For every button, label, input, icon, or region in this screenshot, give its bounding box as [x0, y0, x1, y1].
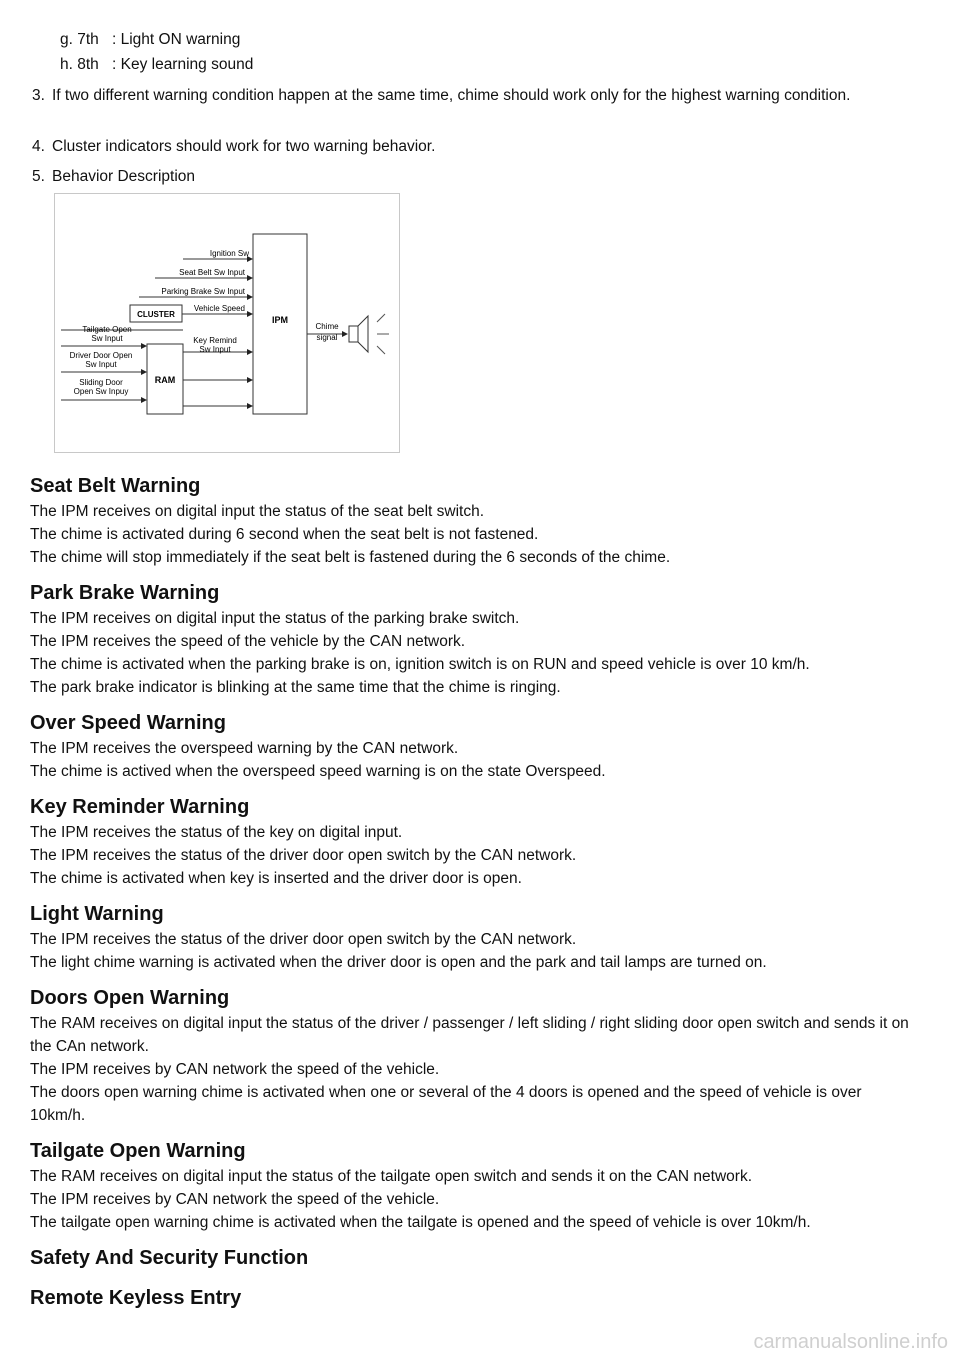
section-heading: Light Warning: [30, 903, 164, 925]
chime-system-diagram: [54, 193, 400, 453]
seatbelt-input-label: Seat Belt Sw Input: [179, 268, 245, 277]
section-over-speed-warning: [30, 707, 920, 783]
paragraph-line: The park brake indicator is blinking at the same time that the chime is ringing.: [30, 679, 561, 696]
list-item: [60, 54, 253, 76]
list-item: [60, 29, 240, 51]
vehicle-speed-label: Vehicle Speed: [193, 304, 245, 313]
paragraph-line: The IPM receives by CAN network the speed of the vehicle.: [30, 1061, 440, 1078]
section-remote-keyless-entry: [30, 1282, 920, 1312]
list-item-text: : Light ON warning: [112, 31, 241, 48]
key-remind-label: Key Remind: [193, 336, 237, 345]
section-light-warning: [30, 898, 920, 974]
list-item-text: If two different warning condition happen at the same time, chime should work only for the highest warning condition.: [52, 87, 851, 104]
chime-signal-label: Chime: [315, 322, 339, 331]
section-tailgate-open-warning: [30, 1135, 920, 1234]
diagram-svg: [55, 194, 399, 452]
list-item-text: : Key learning sound: [112, 56, 254, 73]
sections-container: [30, 470, 920, 1320]
parking-brake-input-label: Parking Brake Sw Input: [161, 287, 245, 296]
ram-label: RAM: [154, 375, 176, 385]
paragraph-line: The IPM receives by CAN network the speed of the vehicle.: [30, 1191, 440, 1208]
paragraph-line: The IPM receives the overspeed warning by the CAN network.: [30, 740, 459, 757]
list-item-text: Cluster indicators should work for two warning behavior.: [52, 138, 436, 155]
section-heading: Over Speed Warning: [30, 712, 226, 734]
driver-door-input-label: Driver Door Open: [69, 351, 133, 360]
chime-signal-label-2: signal: [316, 333, 338, 342]
section-key-reminder-warning: [30, 791, 920, 890]
paragraph-line: The chime will stop immediately if the seat belt is fastened during the 6 seconds of the chime.: [30, 549, 671, 566]
sliding-door-input-label: Sliding Door: [79, 378, 123, 387]
paragraph-line: The RAM receives on digital input the status of the driver / passenger / left sliding / right sliding door open switch and sends it on the CAn network.: [30, 1015, 909, 1055]
paragraph-line: The IPM receives the status of the driver door open switch by the CAN network.: [30, 847, 577, 864]
list-item-text: Behavior Description: [52, 168, 196, 185]
ignition-sw-label: Ignition Sw: [209, 249, 249, 258]
section-heading: Safety And Security Function: [30, 1247, 309, 1269]
section-heading: Key Reminder Warning: [30, 796, 250, 818]
paragraph-line: The chime is activated when key is inserted and the driver door is open.: [30, 870, 522, 887]
paragraph-line: The doors open warning chime is activated when one or several of the 4 doors is opened and the speed of vehicle is over 10km/h.: [30, 1084, 862, 1124]
paragraph-line: The RAM receives on digital input the status of the tailgate open switch and sends it on the CAN network.: [30, 1168, 753, 1185]
paragraph-line: The light chime warning is activated when the driver door is open and the park and tail lamps are turned on.: [30, 954, 767, 971]
section-seat-belt-warning: [30, 470, 920, 569]
list-item-label: g. 7th: [60, 31, 99, 48]
paragraph-line: The IPM receives the status of the key on digital input.: [30, 824, 403, 841]
section-safety-and-security: [30, 1242, 920, 1272]
sliding-door-input-label-2: Open Sw Inpuy: [73, 387, 129, 396]
cluster-label: CLUSTER: [137, 310, 175, 319]
section-heading: Tailgate Open Warning: [30, 1140, 246, 1162]
paragraph-line: The IPM receives on digital input the status of the parking brake switch.: [30, 610, 520, 627]
ipm-label: IPM: [271, 315, 289, 325]
paragraph-line: The chime is activated when the parking brake is on, ignition switch is on RUN and speed vehicle is over 10 km/h.: [30, 656, 810, 673]
section-heading: Seat Belt Warning: [30, 475, 201, 497]
list-item-number: 3.: [32, 87, 45, 104]
paragraph-line: The IPM receives the status of the driver door open switch by the CAN network.: [30, 931, 577, 948]
section-heading: Doors Open Warning: [30, 987, 230, 1009]
list-item-label: h. 8th: [60, 56, 99, 73]
driver-door-input-label-2: Sw Input: [85, 360, 117, 369]
tailgate-input-label: Tailgate Open: [82, 325, 132, 334]
watermark: carmanualsonline.info: [753, 1331, 948, 1353]
paragraph-line: The IPM receives on digital input the status of the seat belt switch.: [30, 503, 485, 520]
list-item-number: 4.: [32, 138, 45, 155]
key-remind-label-2: Sw Input: [199, 345, 231, 354]
speaker-icon: [349, 314, 389, 354]
paragraph-line: The chime is actived when the overspeed speed warning is on the state Overspeed.: [30, 763, 606, 780]
section-park-brake-warning: [30, 577, 920, 699]
paragraph-line: The chime is activated during 6 second when the seat belt is not fastened.: [30, 526, 539, 543]
tailgate-input-label-2: Sw Input: [91, 334, 123, 343]
section-heading: Park Brake Warning: [30, 582, 220, 604]
paragraph-line: The IPM receives the speed of the vehicle by the CAN network.: [30, 633, 466, 650]
paragraph-line: The tailgate open warning chime is activated when the tailgate is opened and the speed of vehicle is over 10km/h.: [30, 1214, 811, 1231]
section-heading: Remote Keyless Entry: [30, 1287, 242, 1309]
list-item-number: 5.: [32, 168, 45, 185]
section-doors-open-warning: [30, 982, 920, 1127]
